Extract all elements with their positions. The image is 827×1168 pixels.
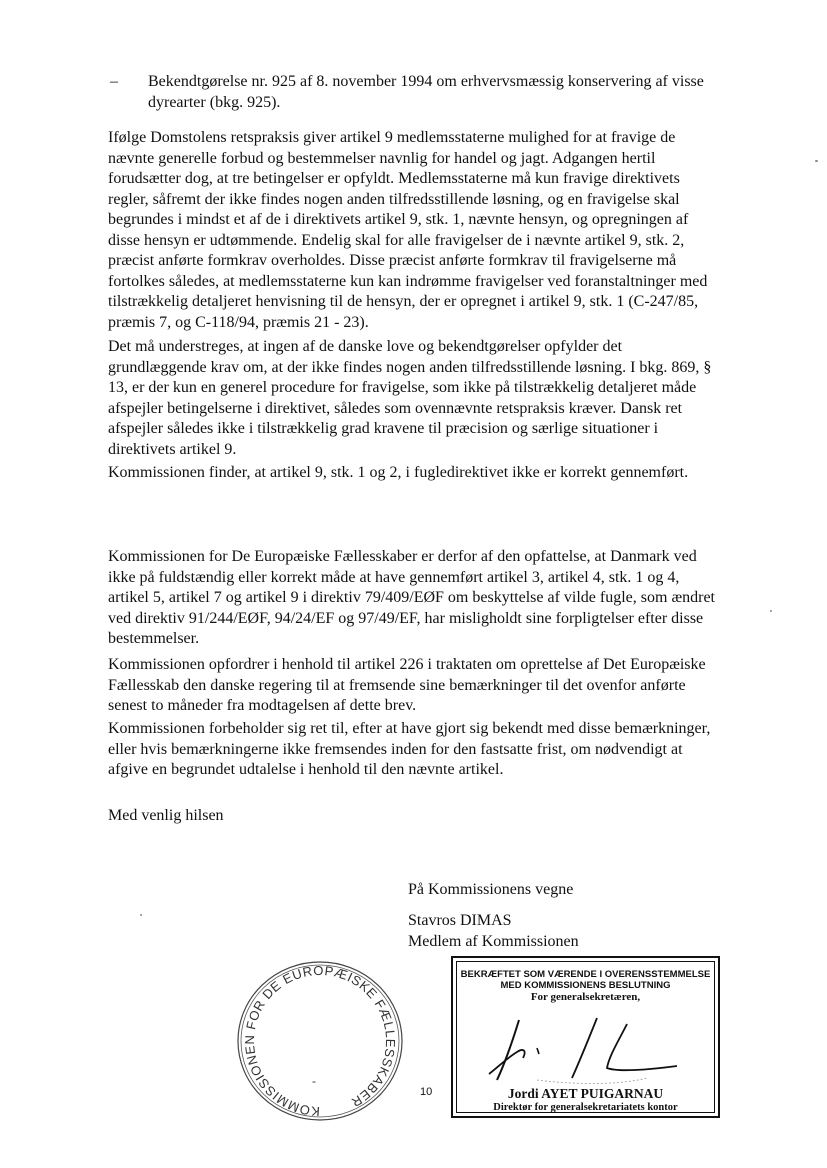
svg-text:KOMMISSIONEN FOR DE EUROPÆISKE bbox=[242, 963, 398, 1119]
paragraph-forbeholder: Kommissionen forbeholder sig ret til, efter at have gjort sig bekendt med disse bemærkninger, eller hvis bemærkningerne ikke fremsendes inden for den fastsatte frist, om nødvendigt at afgive en begrundet udtalelse i henhold til den nævnte artikel. bbox=[108, 720, 711, 778]
paragraph-finder: Kommissionen finder, at artikel 9, stk. 1 og 2, i fugledirektivet ikke er korrekt gennemført. bbox=[108, 464, 689, 481]
paragraph-understreges: Det må understreges, at ingen af de danske love og bekendtgørelser opfylder det grundlæggende krav om, at der ikke findes nogen anden tilfredsstillende løsning. I bkg. 869, § 13, er der kun en generel procedure for fravigelse, som ikke på tilstrækkelig detaljeret måde afspejler betingelserne i direktivet, således som ovennævnte retspraksis kræver. Dansk ret afspejler således ikke i tilstrækkelig grad kravene til præcision og særlige situationer i direktivets artikel 9. bbox=[108, 338, 712, 458]
scan-speck bbox=[770, 610, 772, 612]
paragraph-retspraksis: Ifølge Domstolens retspraksis giver artikel 9 medlemsstaterne mulighed for at fravige de nævnte generelle forbud og bestemmelser navnlig for handel og jagt. Adgangen hertil forudsætter dog, at tre betingelser er opfyldt. Medlemsstaterne må kun fravige direktivets regler, såfremt der ikke findes nogen anden tilfredsstillende løsning, og en fravigelse skal begrundes i mindst et af de i direktivets artikel 9, stk. 1, nævnte hensyn, og opregningen af disse hensyn er udtømmende. Endelig skal for alle fravigelser de i nævnte artikel 9, stk. 2, præcist anførte formkrav overholdes. Disse præcist anførte formkrav til fravigelserne må fortolkes således, at medlemsstaterne kun kan indrømme fravigelser ved foranstaltninger med tilstrækkelig detaljeret henvisning til de hensyn, der er opregnet i artikel 9, stk. 1 (C-247/85, præmis 7, og C-118/94, præmis 21 - 23). bbox=[108, 129, 708, 331]
stamp-signer-name: Jordi AYET PUIGARNAU bbox=[507, 1086, 664, 1101]
paragraph-opfattelse: Kommissionen for De Europæiske Fællesskaber er derfor af den opfattelse, at Danmark ved ikke på fuldstændig eller korrekt måde at have gennemført artikel 3, artikel 4, stk. 1 og 4, artikel 5, artikel 7 og artikel 9 i direktiv 79/409/EØF om beskyttelse af vilde fugle, som ændret ved direktiv 91/244/EØF, 94/24/EF og 97/49/EF, har misligholdt sine forpligtelser efter disse bestemmelser. bbox=[108, 548, 715, 647]
certification-stamp bbox=[451, 956, 720, 1118]
stamp-line-3: For generalsekretæren, bbox=[530, 991, 641, 1003]
bullet-text: Bekendtgørelse nr. 925 af 8. november 1994 om erhvervsmæssig konservering af visse dyrearter (bkg. 925). bbox=[148, 73, 704, 111]
signatory-on-behalf: På Kommissionens vegne bbox=[408, 881, 574, 898]
signatory-role: Medlem af Kommissionen bbox=[408, 933, 579, 950]
stamp-line-1: BEKRÆFTET SOM VÆRENDE I OVERENSSTEMMELSE bbox=[460, 969, 711, 980]
handwritten-signature bbox=[477, 1008, 707, 1088]
svg-text:-: - bbox=[312, 1074, 316, 1088]
page-number: 10 bbox=[420, 1086, 433, 1098]
bullet-dash: – bbox=[110, 73, 118, 90]
closing-greeting: Med venlig hilsen bbox=[108, 807, 224, 824]
signatory-name: Stavros DIMAS bbox=[408, 912, 512, 929]
commission-seal bbox=[232, 955, 408, 1123]
scan-speck bbox=[815, 160, 818, 162]
scan-speck bbox=[140, 914, 142, 916]
paragraph-opfordrer: Kommissionen opfordrer i henhold til artikel 226 i traktaten om oprettelse af Det Europæiske Fællesskab den danske regering til at fremsende sine bemærkninger til det ovenfor anførte senest to måneder fra modtagelsen af dette brev. bbox=[108, 656, 706, 714]
stamp-signer-title: Direktør for generalsekretariatets kontor bbox=[493, 1102, 678, 1113]
certification-stamp-inner bbox=[456, 961, 715, 1113]
stamp-line-2: MED KOMMISSIONENS BESLUTNING bbox=[500, 980, 671, 991]
seal-inscription: KOMMISSIONEN FOR DE EUROPÆISKE FÆLLESSKABER bbox=[241, 962, 399, 1120]
